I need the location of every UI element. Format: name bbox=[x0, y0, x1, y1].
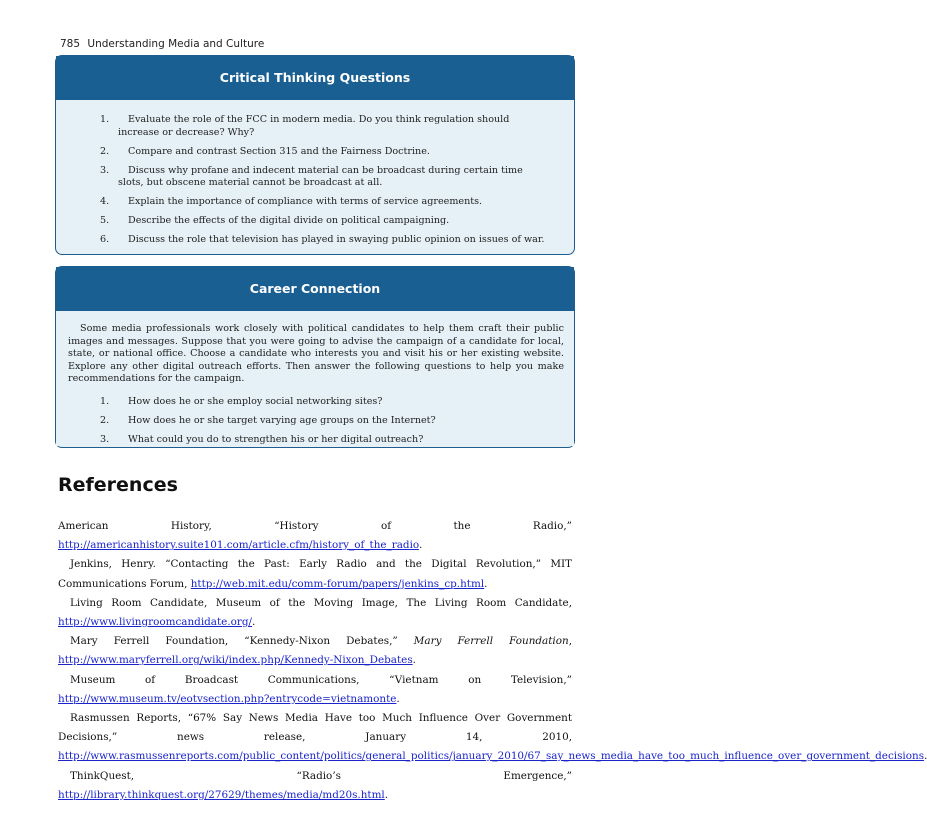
reference-text: Mary Ferrell Foundation, “Kennedy-Nixon Debates,” bbox=[70, 635, 414, 648]
page-number: 785 bbox=[60, 38, 81, 50]
item-number: 1. bbox=[100, 395, 110, 407]
reference-end: . bbox=[252, 616, 256, 629]
reference-separator: , bbox=[568, 635, 572, 648]
reference-item bbox=[58, 594, 572, 632]
item-number: 3. bbox=[100, 433, 110, 445]
reference-text: Rasmussen Reports, “67% Say News Media Have too Much Influence Over Government Decisions,” news release, January 14, 2010, bbox=[58, 712, 572, 744]
item-number: 3. bbox=[100, 164, 110, 176]
reference-link[interactable]: http://www.livingroomcandidate.org/ bbox=[58, 616, 252, 629]
item-number: 1. bbox=[100, 114, 110, 125]
item-number: 2. bbox=[100, 145, 110, 157]
references-heading: References bbox=[58, 474, 178, 496]
reference-text: Jenkins, Henry. “Contacting the Past: Early Radio and the Digital Revolution,” MIT Communications Forum, bbox=[58, 558, 572, 590]
reference-item bbox=[58, 517, 572, 555]
list-item bbox=[56, 434, 574, 447]
critical-thinking-box bbox=[55, 55, 575, 255]
list-item bbox=[56, 396, 574, 409]
reference-item bbox=[58, 709, 925, 767]
reference-link[interactable]: http://web.mit.edu/comm-forum/papers/jenkins_cp.html bbox=[190, 577, 485, 590]
list-item bbox=[56, 215, 574, 228]
item-number: 6. bbox=[100, 234, 110, 245]
list-item bbox=[56, 146, 574, 159]
critical-thinking-title: Critical Thinking Questions bbox=[56, 56, 574, 100]
reference-item bbox=[58, 555, 572, 593]
running-head bbox=[60, 38, 264, 50]
career-connection-list bbox=[56, 386, 574, 447]
item-text: Explain the importance of compliance with terms of service agreements. bbox=[128, 196, 483, 207]
reference-link[interactable]: http://library.thinkquest.org/27629/themes/media/md20s.html bbox=[58, 788, 385, 801]
reference-end: . bbox=[384, 788, 389, 801]
career-connection-box bbox=[55, 266, 575, 448]
item-text: How does he or she target varying age groups on the Internet? bbox=[128, 414, 436, 426]
reference-end: . bbox=[396, 692, 400, 705]
reference-link[interactable]: http://www.museum.tv/eotvsection.php?entrycode=vietnamonte bbox=[58, 692, 397, 705]
item-text: Discuss why profane and indecent material can be broadcast during certain time slots, but obscene material cannot be broadcast at all. bbox=[118, 164, 523, 188]
reference-item bbox=[58, 632, 572, 670]
reference-link[interactable]: http://americanhistory.suite101.com/article.cfm/history_of_the_radio bbox=[58, 539, 419, 552]
item-text: Evaluate the role of the FCC in modern media. Do you think regulation should increase or decrease? Why? bbox=[118, 114, 510, 138]
list-item bbox=[56, 114, 574, 139]
reference-italic: Mary Ferrell Foundation bbox=[413, 635, 569, 648]
reference-text: ThinkQuest, “Radio’s Emergence,” bbox=[70, 769, 572, 782]
item-text: What could you do to strengthen his or her digital outreach? bbox=[128, 433, 424, 445]
reference-end: . bbox=[412, 654, 416, 667]
list-item bbox=[56, 415, 574, 428]
book-title: Understanding Media and Culture bbox=[87, 38, 265, 50]
item-text: Describe the effects of the digital divide on political campaigning. bbox=[128, 215, 450, 226]
reference-item bbox=[58, 671, 572, 709]
reference-link[interactable]: http://www.rasmussenreports.com/public_content/politics/general_politics/january_2010/67_say_news_media_have_too_much_influence_over_government_decisions bbox=[58, 750, 925, 763]
reference-item bbox=[58, 767, 572, 805]
reference-end: . bbox=[418, 539, 423, 552]
reference-link[interactable]: http://www.maryferrell.org/wiki/index.php/Kennedy-Nixon_Debates bbox=[58, 654, 413, 667]
reference-end: . bbox=[484, 577, 488, 590]
item-number: 4. bbox=[100, 196, 110, 207]
list-item bbox=[56, 234, 574, 247]
career-connection-paragraph: Some media professionals work closely with political candidates to help them craft their public images and messages. Suppose that you were going to advise the campaign of a candidate for local, state, or national office. Choose a candidate who interests you and visit his or her existing website. Explore any other digital outreach efforts. Then answer the following questions to help you make recommendations for the campaign. bbox=[68, 323, 564, 385]
item-text: Compare and contrast Section 315 and the Fairness Doctrine. bbox=[128, 145, 430, 157]
item-text: How does he or she employ social networking sites? bbox=[128, 395, 383, 407]
references-list bbox=[58, 517, 925, 805]
list-item bbox=[56, 165, 574, 190]
critical-thinking-list bbox=[56, 100, 574, 247]
item-number: 2. bbox=[100, 414, 110, 426]
list-item bbox=[56, 196, 574, 209]
reference-text: American History, “History of the Radio,” bbox=[58, 520, 572, 532]
reference-text: Museum of Broadcast Communications, “Vietnam on Television,” bbox=[70, 673, 572, 686]
item-number: 5. bbox=[100, 215, 110, 226]
reference-text: Living Room Candidate, Museum of the Moving Image, The Living Room Candidate, bbox=[70, 596, 572, 609]
career-connection-title: Career Connection bbox=[56, 267, 574, 311]
item-text: Discuss the role that television has played in swaying public opinion on issues of war. bbox=[128, 234, 545, 245]
